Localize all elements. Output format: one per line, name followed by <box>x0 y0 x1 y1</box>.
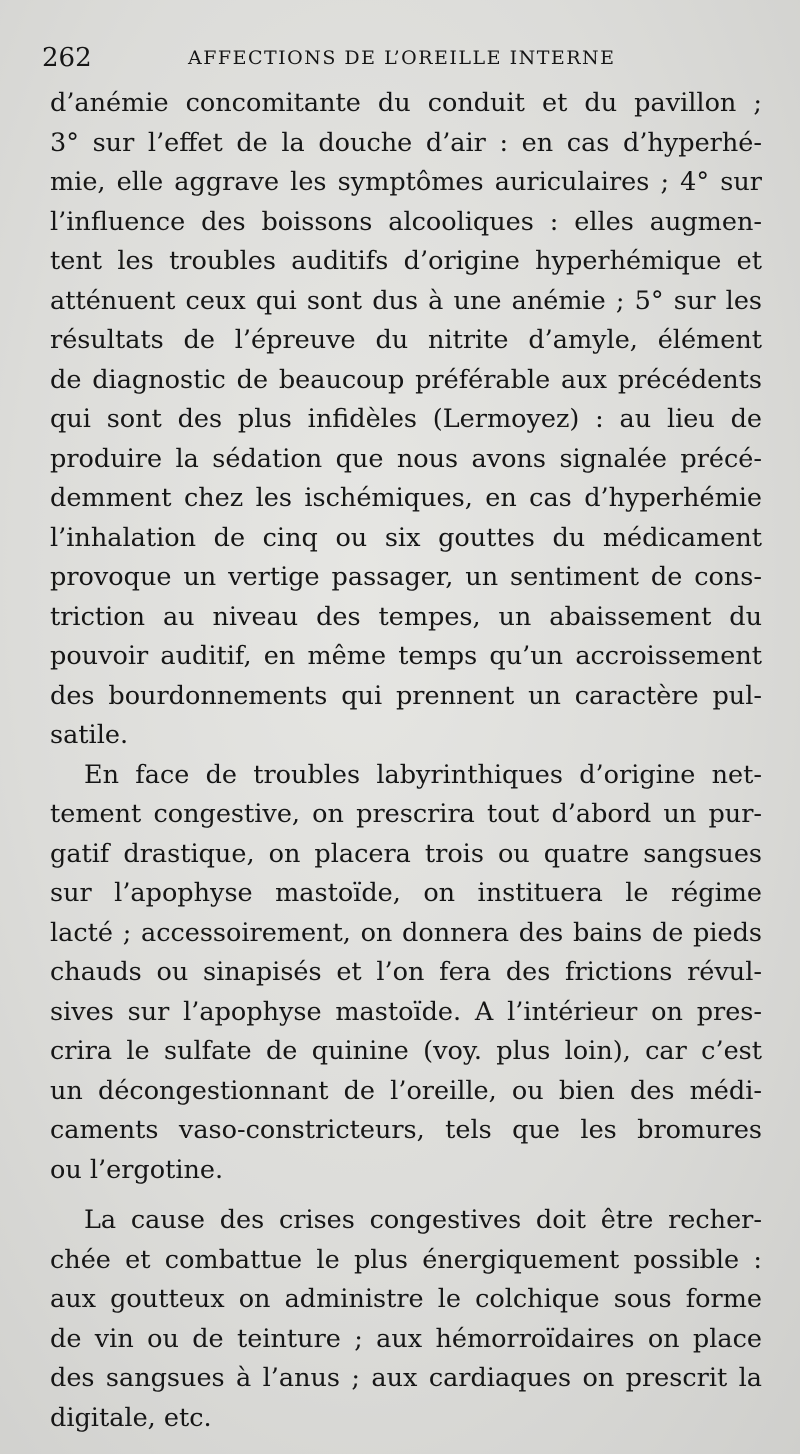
text-line: atténuent ceux qui sont dus à une anémie ; 5° sur les <box>50 285 762 316</box>
text-line: l’influence des boissons alcooliques : elles augmen- <box>50 206 762 237</box>
text-line: digitale, etc. <box>50 1402 212 1433</box>
text-line: de diagnostic de beaucoup préférable aux précédents <box>50 364 762 395</box>
paragraph <box>50 1201 762 1438</box>
text-line: triction au niveau des tempes, un abaissement du <box>50 601 762 632</box>
page-header <box>42 40 742 76</box>
text-line: des bourdonnements qui prennent un caractère pul- <box>50 680 762 711</box>
paragraph <box>50 756 762 1191</box>
text-line: provoque un vertige passager, un sentiment de cons- <box>50 562 762 592</box>
text-line: un décongestionnant de l’oreille, ou bien des médi- <box>50 1075 762 1106</box>
text-line: sives sur l’apophyse mastoïde. A l’intérieur on pres- <box>50 996 762 1027</box>
text-line: tent les troubles auditifs d’origine hyperhémique et <box>50 246 762 276</box>
text-line: gatif drastique, on placera trois ou quatre sangsues <box>50 838 762 869</box>
text-line: résultats de l’épreuve du nitrite d’amyle, élément <box>50 325 762 355</box>
text-line: ou l’ergotine. <box>50 1154 224 1185</box>
body-text <box>50 84 762 1438</box>
text-line: La cause des crises congestives doit être recher- <box>84 1205 762 1235</box>
paragraph-gap <box>50 1190 762 1201</box>
text-line: chauds ou sinapisés et l’on fera des frictions révul- <box>50 957 762 987</box>
text-line: En face de troubles labyrinthiques d’origine net- <box>84 759 762 790</box>
text-line: qui sont des plus infidèles (Lermoyez) : au lieu de <box>50 404 762 434</box>
text-line: 3° sur l’effet de la douche d’air : en cas d’hyperhé- <box>50 127 762 158</box>
paragraph <box>50 84 762 756</box>
text-line: tement congestive, on prescrira tout d’abord un pur- <box>50 799 762 829</box>
text-line: des sangsues à l’anus ; aux cardiaques on prescrit la <box>50 1363 762 1393</box>
text-line: de vin ou de teinture ; aux hémorroïdaires on place <box>50 1323 762 1354</box>
text-line: l’inhalation de cinq ou six gouttes du médicament <box>50 522 762 553</box>
text-line: satile. <box>50 720 129 750</box>
text-line: chée et combattue le plus énergiquement possible : <box>50 1244 762 1275</box>
running-head: AFFECTIONS DE L’OREILLE INTERNE <box>188 47 616 69</box>
page-number: 262 <box>42 43 92 73</box>
text-line: d’anémie concomitante du conduit et du pavillon ; <box>50 88 762 118</box>
text-line: pouvoir auditif, en même temps qu’un accroissement <box>50 641 762 671</box>
text-line: sur l’apophyse mastoïde, on instituera le régime <box>50 878 762 908</box>
text-line: demment chez les ischémiques, en cas d’hyperhémie <box>50 483 762 513</box>
text-line: produire la sédation que nous avons signalée précé- <box>50 443 762 474</box>
text-line: caments vaso-constricteurs, tels que les bromures <box>50 1115 762 1145</box>
text-line: mie, elle aggrave les symptômes auriculaires ; 4° sur <box>50 167 762 197</box>
text-line: crira le sulfate de quinine (voy. plus loin), car c’est <box>50 1036 762 1066</box>
text-line: aux goutteux on administre le colchique sous forme <box>50 1284 762 1314</box>
text-line: lacté ; accessoirement, on donnera des bains de pieds <box>50 917 762 948</box>
